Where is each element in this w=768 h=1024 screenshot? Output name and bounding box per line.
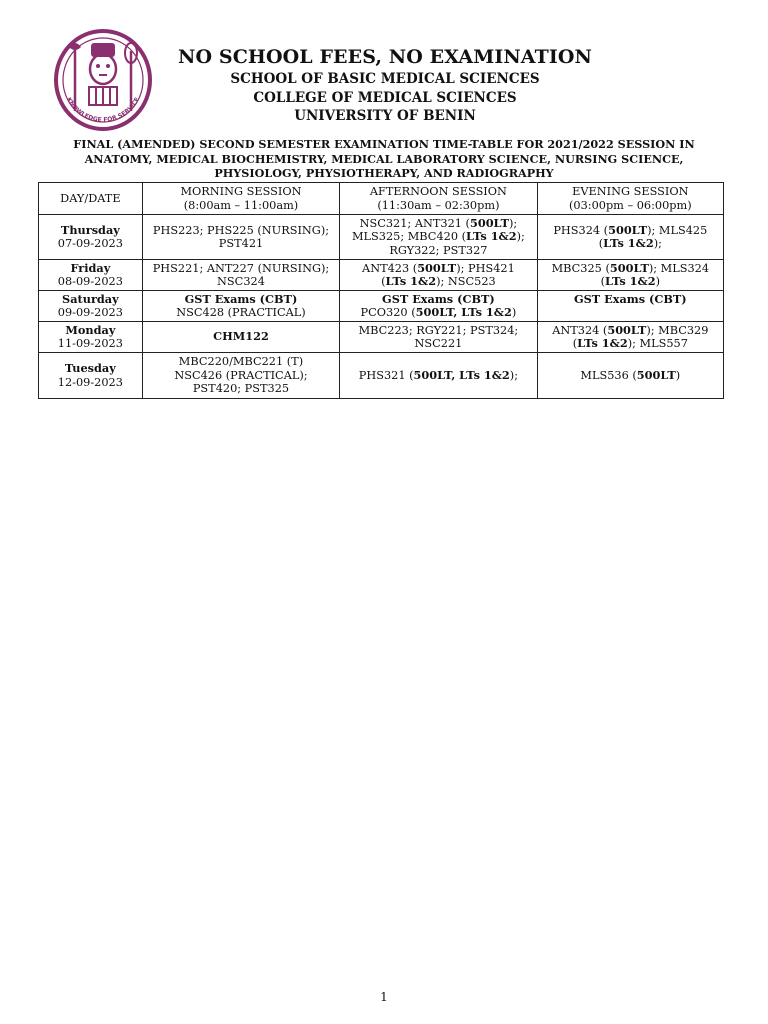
course-list: MLS325; MBC420 (LTs 1&2);	[351, 229, 525, 244]
university-name: UNIVERSITY OF BENIN	[294, 108, 476, 124]
day-label: Friday	[70, 260, 111, 275]
morning-cell	[142, 353, 339, 399]
course-list: GST Exams (CBT)	[573, 292, 687, 306]
page-number: 1	[380, 990, 388, 1004]
course-list: RGY322; PST327	[389, 243, 488, 257]
date-label: 07-09-2023	[57, 237, 123, 250]
course-list: MLS536 (500LT)	[580, 367, 681, 382]
course-list: GST Exams (CBT)	[184, 291, 298, 306]
course-list: GST Exams (CBT)	[382, 291, 495, 306]
course-list: PST421	[218, 237, 264, 250]
header-afternoon	[340, 183, 537, 215]
course-list: PCO320 (500LT, LTs 1&2)	[360, 305, 517, 319]
header-day-date: DAY/DATE	[39, 183, 143, 215]
day-date-cell	[39, 215, 143, 260]
day-label: Saturday	[62, 291, 119, 306]
date-label: 08-09-2023	[57, 275, 123, 288]
day-label: Tuesday	[64, 361, 116, 375]
afternoon-cell	[340, 322, 537, 353]
header-morning-name: MORNING SESSION	[180, 185, 302, 198]
table-row	[39, 215, 724, 260]
header-morning-time: (8:00am – 11:00am)	[183, 198, 299, 212]
college-name: COLLEGE OF MEDICAL SCIENCES	[253, 90, 517, 106]
course-list: NSC426 (PRACTICAL);	[174, 368, 308, 382]
date-label: 11-09-2023	[57, 337, 123, 350]
course-list: MBC325 (500LT); MLS324	[551, 260, 710, 275]
afternoon-cell	[340, 215, 537, 260]
exam-timetable	[38, 182, 724, 399]
course-list: (LTs 1&2)	[600, 274, 661, 288]
afternoon-cell	[340, 353, 537, 399]
header-evening-name: EVENING SESSION	[572, 185, 689, 198]
date-label: 12-09-2023	[57, 375, 123, 389]
day-label: Monday	[65, 322, 116, 337]
course-list: MBC220/MBC221 (T)	[178, 355, 304, 369]
university-logo	[53, 29, 153, 132]
table-row	[39, 322, 724, 353]
course-list: PST420; PST325	[192, 382, 290, 396]
evening-cell	[537, 353, 723, 399]
header-evening	[537, 183, 723, 215]
day-date-cell	[39, 260, 143, 291]
evening-cell	[537, 260, 723, 291]
title-line-3: PHYSIOLOGY, PHYSIOTHERAPY, AND RADIOGRAPHY	[214, 166, 554, 180]
course-list: NSC221	[414, 337, 463, 350]
course-list: NSC428 (PRACTICAL)	[176, 306, 306, 319]
course-list: (LTs 1&2); MLS557	[572, 336, 688, 350]
afternoon-cell	[340, 291, 537, 322]
morning-cell	[142, 322, 339, 353]
title-line-1: FINAL (AMENDED) SECOND SEMESTER EXAMINATION TIME-TABLE FOR 2021/2022 SESSION IN	[73, 137, 695, 151]
evening-cell	[537, 215, 723, 260]
morning-cell	[142, 260, 339, 291]
afternoon-cell	[340, 260, 537, 291]
header-afternoon-name: AFTERNOON SESSION	[369, 185, 507, 198]
course-list: PHS223; PHS225 (NURSING);	[152, 223, 330, 237]
evening-cell	[537, 322, 723, 353]
course-list: PHS221; ANT227 (NURSING);	[152, 261, 330, 275]
course-list: ANT423 (500LT); PHS421	[362, 260, 515, 275]
logo-motto: KNOWLEDGE FOR SERVICE	[65, 96, 141, 124]
day-date-cell	[39, 322, 143, 353]
course-list: PHS321 (500LT, LTs 1&2);	[358, 367, 519, 382]
course-list: PHS324 (500LT); MLS425	[553, 222, 708, 237]
course-list: NSC324	[217, 275, 265, 288]
morning-cell	[142, 215, 339, 260]
table-row	[39, 291, 724, 322]
title-line-2: ANATOMY, MEDICAL BIOCHEMISTRY, MEDICAL LABORATORY SCIENCE, NURSING SCIENCE,	[84, 151, 684, 166]
course-list: MBC223; RGY221; PST324;	[358, 323, 519, 337]
school-name: SCHOOL OF BASIC MEDICAL SCIENCES	[230, 71, 540, 87]
table-header-row	[39, 183, 724, 215]
date-label: 09-09-2023	[57, 306, 123, 319]
header-evening-time: (03:00pm – 06:00pm)	[568, 198, 692, 212]
course-list: NSC321; ANT321 (500LT);	[359, 215, 518, 230]
crest-icon	[53, 29, 153, 132]
header-morning	[142, 183, 339, 215]
table-row	[39, 260, 724, 291]
course-list: ANT324 (500LT); MBC329	[552, 322, 709, 337]
timetable-title	[40, 137, 728, 181]
course-list: (LTs 1&2);	[598, 236, 662, 250]
day-label: Thursday	[60, 222, 120, 237]
header-afternoon-time: (11:30am – 02:30pm)	[377, 198, 500, 212]
morning-cell	[142, 291, 339, 322]
evening-cell	[537, 291, 723, 322]
table-row	[39, 353, 724, 399]
notice-heading: NO SCHOOL FEES, NO EXAMINATION	[178, 46, 592, 68]
course-list: CHM122	[213, 329, 269, 344]
day-date-cell	[39, 353, 143, 399]
day-date-cell	[39, 291, 143, 322]
course-list: (LTs 1&2); NSC523	[381, 274, 496, 288]
